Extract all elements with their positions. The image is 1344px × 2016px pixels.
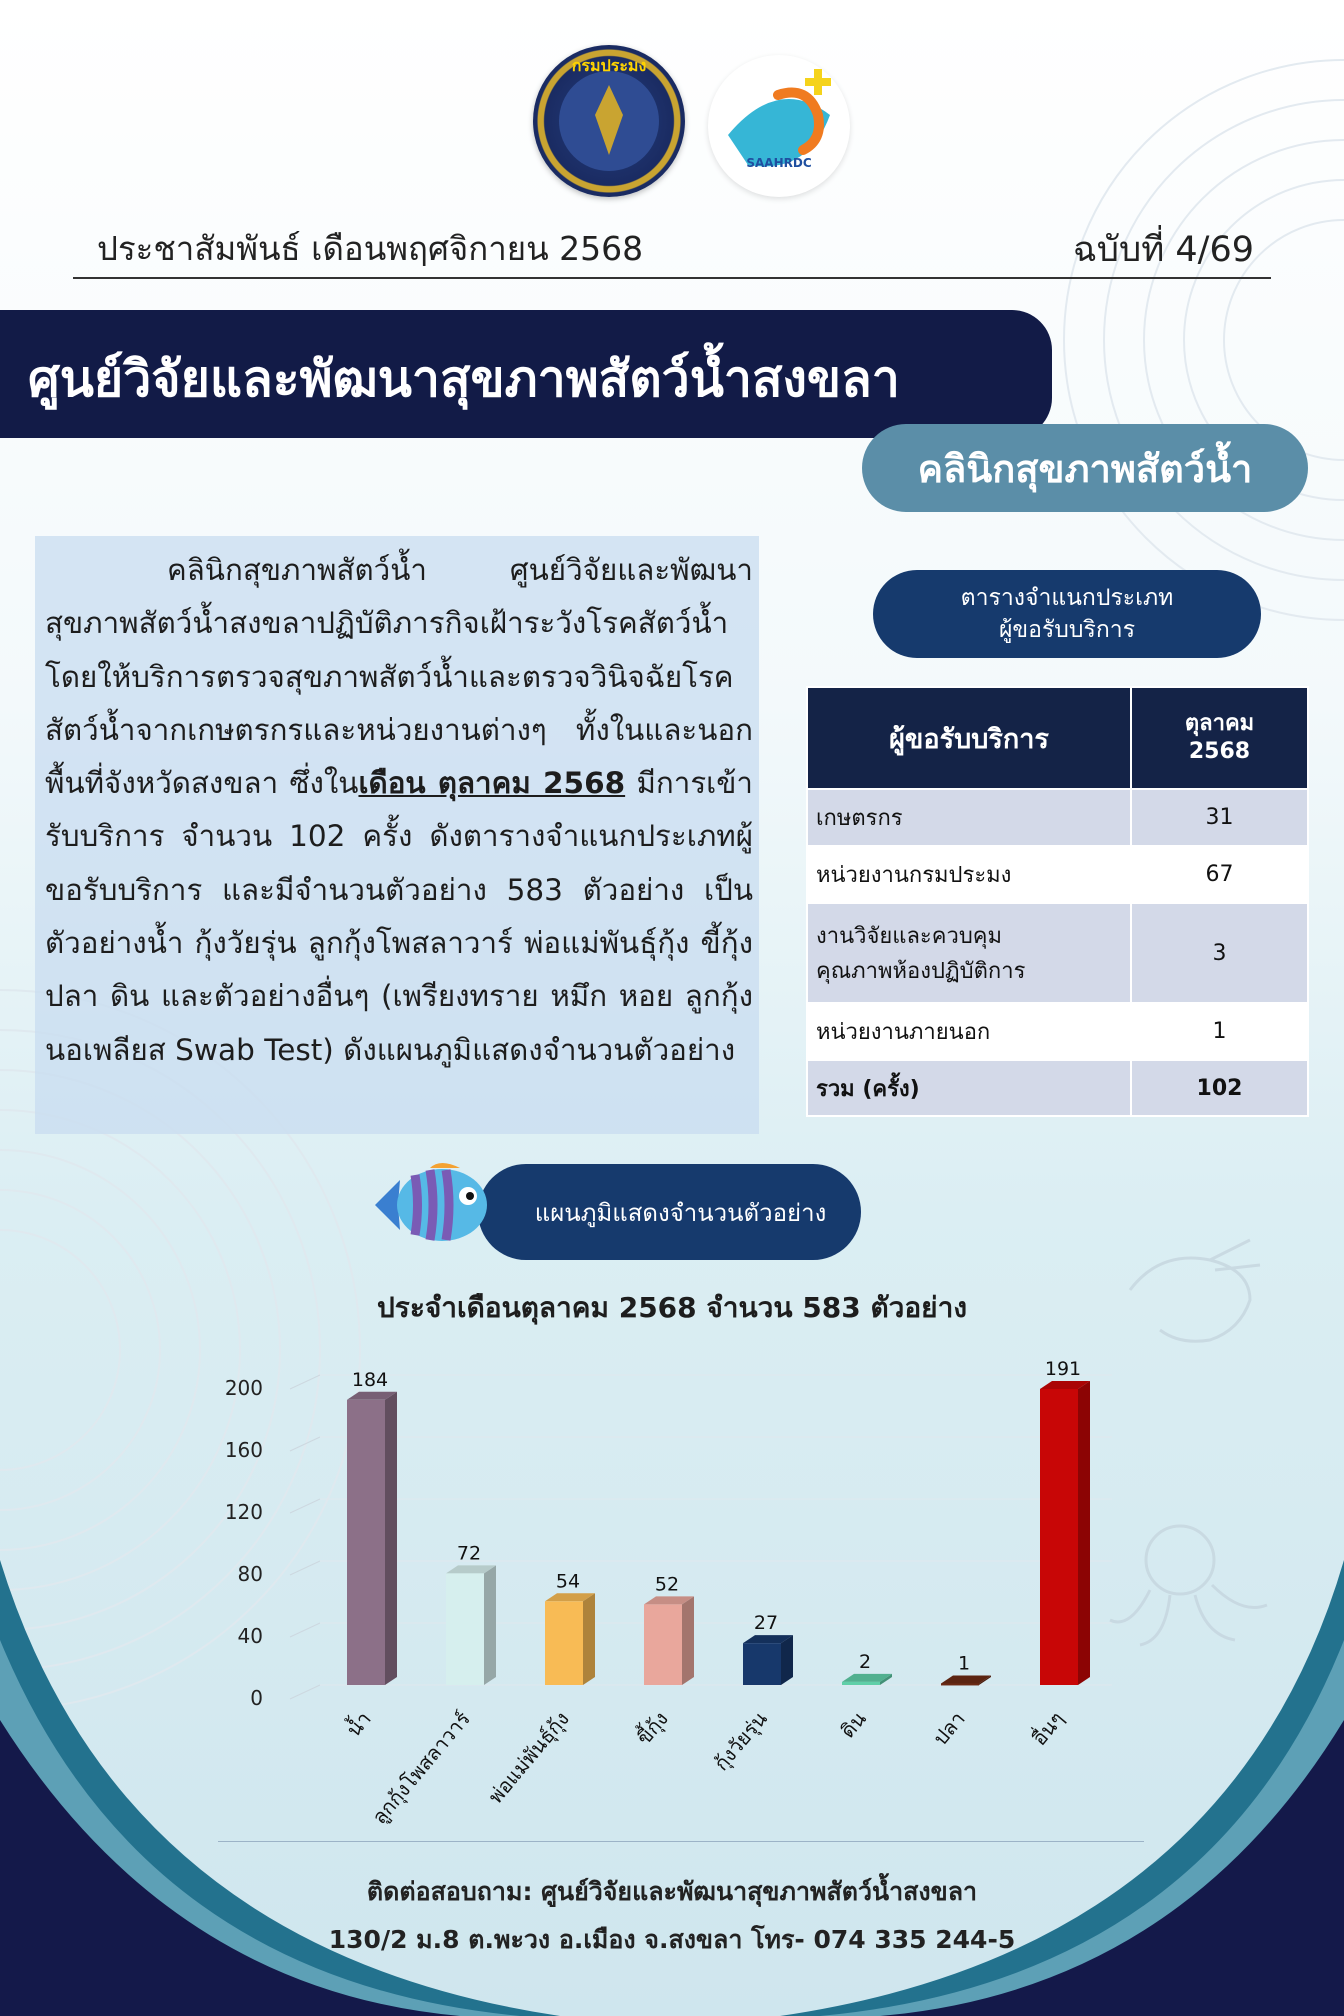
gridline	[290, 1499, 320, 1513]
header-divider	[73, 277, 1271, 279]
description-part1: คลินิกสุขภาพสัตว์น้ำ ศูนย์วิจัยและพัฒนาสุขภาพสัตว์น้ำสงขลาปฏิบัติภารกิจเฝ้าระวังโรคสัตว์น้ำ โดยให้บริการตรวจสุขภาพสัตว์น้ำและตรวจวินิจฉัยโรคสัตว์น้ำจากเกษตรกรและหน่วยงานต่างๆ ทั้งในและนอกพื้นที่จังหวัดสงขลา ซึ่งใน	[45, 553, 753, 801]
center-name-title: ศูนย์วิจัยและพัฒนาสุขภาพสัตว์น้ำสงขลา	[28, 350, 900, 408]
x-tick-label: พ่อแม่พันธุ์กุ้ง	[483, 1706, 574, 1809]
col-header-client: ผู้ขอรับบริการ	[807, 687, 1131, 789]
table-row	[807, 903, 1308, 1003]
table-row	[807, 1003, 1308, 1060]
data-label: 54	[555, 1570, 581, 1593]
table-header-row	[807, 687, 1308, 789]
x-tick-label: น้ำ	[341, 1706, 376, 1742]
row-value: 1	[1131, 1003, 1308, 1060]
x-tick-label: ลูกกุ้งโพสลาวาร์	[367, 1706, 475, 1829]
bar-side	[781, 1635, 793, 1685]
fish-icon	[370, 1160, 500, 1250]
bar-side	[484, 1565, 496, 1685]
clinic-label-pill	[862, 424, 1308, 512]
col-header-month: ตุลาคม 2568	[1131, 687, 1308, 789]
table-total-row	[807, 1060, 1308, 1116]
bar-side	[583, 1593, 595, 1685]
y-tick-label: 120	[224, 1500, 263, 1524]
description-text	[45, 544, 753, 1077]
gridline	[290, 1437, 320, 1451]
data-label: 1	[957, 1652, 971, 1675]
y-tick-label: 200	[224, 1376, 263, 1400]
data-label: 27	[753, 1612, 779, 1635]
data-label: 191	[1044, 1357, 1082, 1380]
logo-right-text: SAAHRDC	[746, 156, 812, 170]
sample-count-bar-chart	[200, 1340, 1120, 1840]
issue-number: ฉบับที่ 4/69	[1072, 230, 1254, 270]
description-highlight: เดือน ตุลาคม 2568	[358, 766, 626, 801]
chart-title: ประจำเดือนตุลาคม 2568 จำนวน 583 ตัวอย่าง	[377, 1291, 967, 1324]
chart-title-pill	[478, 1164, 861, 1260]
bar	[644, 1604, 682, 1685]
row-label: หน่วยงานภายนอก	[807, 1003, 1131, 1060]
x-tick-label: ขี้กุ้ง	[631, 1706, 673, 1750]
gridline	[290, 1561, 320, 1575]
table-row	[807, 846, 1308, 903]
row-value: 31	[1131, 789, 1308, 846]
y-tick-label: 40	[237, 1624, 263, 1648]
logo-left-text: กรมประมง	[571, 56, 647, 75]
row-label: งานวิจัยและควบคุม คุณภาพห้องปฏิบัติการ	[807, 903, 1131, 1003]
x-tick-label: อื่นๆ	[1027, 1706, 1069, 1751]
bar	[941, 1683, 979, 1685]
table-row	[807, 789, 1308, 846]
bar-side	[385, 1392, 397, 1685]
data-label: 184	[351, 1368, 389, 1391]
data-label: 2	[858, 1650, 872, 1673]
bar	[545, 1601, 583, 1685]
y-tick-label: 80	[237, 1562, 263, 1586]
total-value: 102	[1131, 1060, 1308, 1116]
table-title-line2: ผู้ขอรับบริการ	[998, 617, 1136, 643]
pr-month-label: ประชาสัมพันธ์ เดือนพฤศจิกายน 2568	[97, 229, 644, 268]
row-label: เกษตรกร	[807, 789, 1131, 846]
description-part2: มีการเข้ารับบริการ จำนวน 102 ครั้ง ดังตารางจำแนกประเภทผู้ขอรับบริการ และมีจำนวนตัวอย่าง 583 ตัวอย่าง เป็นตัวอย่างน้ำ กุ้งวัยรุ่น ลูกกุ้งโพสลาวาร์ พ่อแม่พันธุ์กุ้ง ขี้กุ้ง ปลา ดิน และตัวอย่างอื่นๆ (เพรียงทราย หมึก หอย ลูกกุ้ง นอเพลียส Swab Test) ดังแผนภูมิแสดงจำนวนตัวอย่าง	[45, 766, 753, 1067]
bar-side	[1078, 1381, 1090, 1685]
clinic-label: คลินิกสุขภาพสัตว์น้ำ	[917, 446, 1253, 491]
bar	[842, 1682, 880, 1685]
bar	[1040, 1389, 1078, 1685]
bar	[743, 1643, 781, 1685]
data-label: 52	[654, 1573, 680, 1596]
service-table	[806, 686, 1309, 1117]
saahrdc-logo	[708, 55, 850, 197]
row-value: 67	[1131, 846, 1308, 903]
gridline	[290, 1623, 320, 1637]
x-tick-label: กุ้งวัยรุ่น	[708, 1706, 772, 1776]
data-label: 72	[456, 1542, 482, 1565]
bar	[347, 1400, 385, 1685]
gridline	[290, 1375, 320, 1389]
footer-divider	[218, 1841, 1144, 1842]
y-tick-label: 160	[224, 1438, 263, 1462]
contact-line-2: 130/2 ม.8 ต.พะวง อ.เมือง จ.สงขลา โทร- 074 335 244-5	[328, 1925, 1016, 1954]
table-title-pill	[873, 570, 1261, 658]
y-tick-label: 0	[250, 1686, 263, 1710]
department-of-fisheries-logo	[533, 45, 685, 197]
bar	[446, 1573, 484, 1685]
shrimp-fish-emblem-icon	[708, 55, 850, 197]
bar-top	[941, 1675, 991, 1683]
seal-emblem-icon	[533, 45, 685, 197]
row-value: 3	[1131, 903, 1308, 1003]
table-title-line1: ตารางจำแนกประเภท	[960, 585, 1174, 611]
x-tick-label: ดิน	[835, 1706, 871, 1743]
row-label: หน่วยงานกรมประมง	[807, 846, 1131, 903]
x-tick-label: ปลา	[928, 1706, 970, 1750]
contact-line-1: ติดต่อสอบถาม: ศูนย์วิจัยและพัฒนาสุขภาพสัตว์น้ำสงขลา	[366, 1877, 978, 1906]
bar-side	[682, 1596, 694, 1685]
total-label: รวม (ครั้ง)	[807, 1060, 1131, 1116]
gridline	[290, 1685, 320, 1699]
chart-pill-label: แผนภูมิแสดงจำนวนตัวอย่าง	[534, 1198, 827, 1227]
